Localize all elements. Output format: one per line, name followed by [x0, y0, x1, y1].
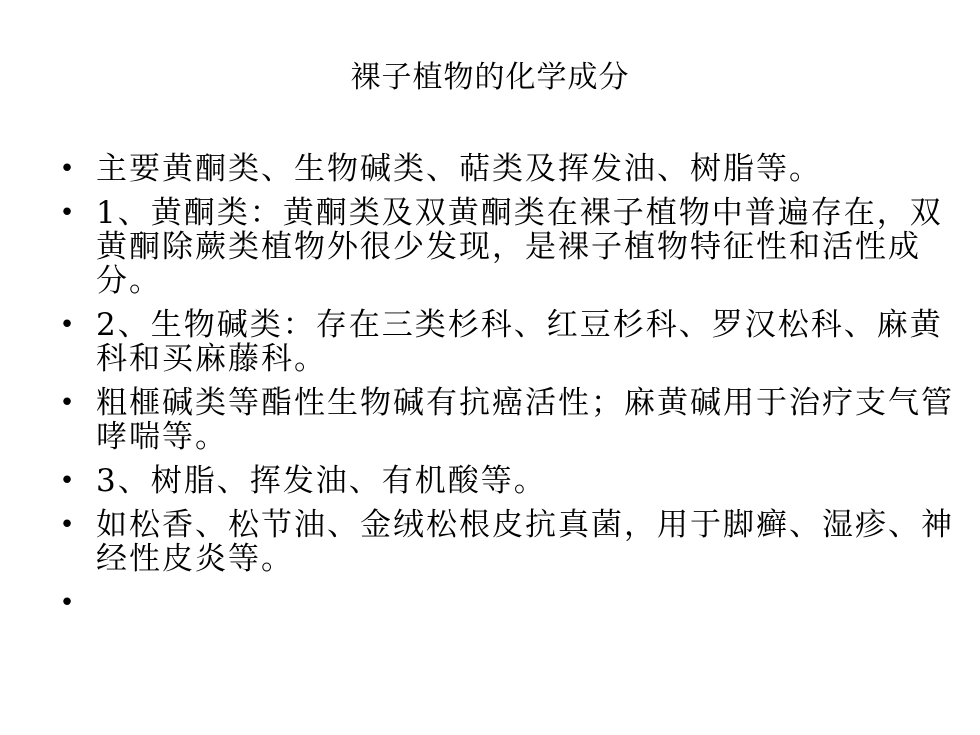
bullet-text: 2、生物碱类：存在三类杉科、红豆杉科、罗汉松科、麻黄科和买麻藤科。	[96, 307, 943, 377]
bullet-dot-icon: •	[59, 198, 77, 228]
bullet-dot-icon: •	[59, 510, 77, 540]
bullet-text: 如松香、松节油、金绒松根皮抗真菌，用于脚癣、湿疹、神经性皮炎等。	[96, 507, 954, 577]
bullet-text: 主要黄酮类、生物碱类、萜类及挥发油、树脂等。	[96, 151, 822, 187]
bullet-item	[58, 386, 958, 454]
bullet-item	[58, 508, 958, 576]
bullet-dot-icon: •	[59, 154, 77, 184]
bullet-dot-icon: •	[59, 388, 77, 418]
bullet-text: 1、黄酮类：黄酮类及双黄酮类在裸子植物中普遍存在，双黄酮除蕨类植物外很少发现，是裸子植物特征性和活性成分。	[96, 195, 943, 299]
bullet-text: 粗榧碱类等酯性生物碱有抗癌活性；麻黄碱用于治疗支气管哮喘等。	[96, 385, 954, 455]
slide-title: 裸子植物的化学成分	[350, 60, 630, 95]
bullet-item	[58, 308, 958, 376]
bullet-item	[58, 464, 958, 498]
bullet-dot-icon: •	[59, 310, 77, 340]
bullet-dot-icon: •	[59, 588, 77, 618]
bullet-dot-icon: •	[59, 466, 77, 496]
bullet-item	[58, 196, 958, 298]
bullet-item	[58, 152, 958, 186]
bullet-text: 3、树脂、挥发油、有机酸等。	[96, 463, 547, 499]
bullet-item-empty	[58, 586, 958, 620]
bullet-list	[58, 152, 958, 630]
